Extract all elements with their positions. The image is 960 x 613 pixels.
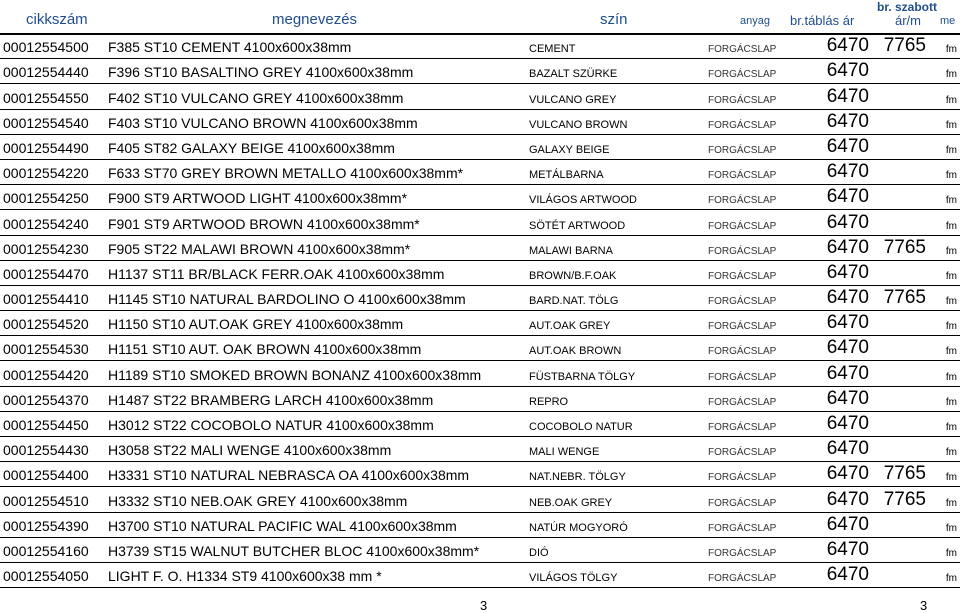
row-color: SÖTÉT ARTWOOD: [529, 219, 626, 232]
table-row: [0, 236, 960, 261]
table-row: [0, 210, 960, 235]
row-price: 6470: [826, 110, 869, 132]
row-code: 00012554160: [3, 542, 89, 559]
table-header: [0, 0, 960, 34]
row-name: H1151 ST10 AUT. OAK BROWN 4100x600x38mm: [108, 341, 422, 358]
row-color: VULCANO GREY: [529, 93, 617, 106]
row-color: BARD.NAT. TÖLG: [529, 295, 619, 308]
row-material: FORGÁCSLAP: [708, 321, 777, 333]
header-name: megnevezés: [272, 11, 358, 28]
table-row: [0, 286, 960, 311]
row-material: FORGÁCSLAP: [708, 472, 777, 484]
row-unit: fm: [945, 396, 957, 408]
row-color: BROWN/B.F.OAK: [529, 269, 617, 282]
row-name: H3331 ST10 NATURAL NEBRASCA OA 4100x600x38mm: [108, 467, 470, 484]
row-price: 6470: [826, 538, 869, 560]
row-color: METÁLBARNA: [529, 169, 604, 182]
row-price: 6470: [826, 60, 869, 82]
row-unit: fm: [945, 447, 957, 459]
row-name: H1145 ST10 NATURAL BARDOLINO O 4100x600x38mm: [108, 291, 466, 308]
row-unit: fm: [945, 144, 957, 156]
row-name: H1189 ST10 SMOKED BROWN BONANZ 4100x600x38mm: [108, 366, 482, 383]
row-name: H3058 ST22 MALI WENGE 4100x600x38mm: [108, 442, 392, 459]
header-material: anyag: [740, 15, 770, 27]
row-name: F633 ST70 GREY BROWN METALLO 4100x600x38mm*: [108, 165, 464, 182]
table-row: [0, 361, 960, 386]
table-row: [0, 563, 960, 588]
row-code: 00012554220: [3, 165, 89, 182]
row-unit: fm: [945, 371, 957, 383]
row-code: 00012554470: [3, 265, 89, 282]
row-name: H3739 ST15 WALNUT BUTCHER BLOC 4100x600x38mm*: [108, 542, 480, 559]
row-color: GALAXY BEIGE: [529, 143, 610, 156]
row-code: 00012554410: [3, 291, 89, 308]
row-unit: fm: [945, 472, 957, 484]
row-price: 6470: [826, 513, 869, 535]
row-code: 00012554420: [3, 366, 89, 383]
row-code: 00012554450: [3, 417, 89, 433]
row-unit: fm: [945, 69, 957, 81]
row-price: 6470: [826, 463, 869, 485]
header-color: szín: [600, 11, 628, 28]
row-name: H1137 ST11 BR/BLACK FERR.OAK 4100x600x38mm: [108, 265, 445, 282]
row-unit: fm: [945, 547, 957, 559]
table-row: [0, 387, 960, 412]
row-unit: fm: [945, 422, 957, 433]
row-code: 00012554540: [3, 114, 89, 131]
row-code: 00012554550: [3, 89, 89, 106]
row-name: F900 ST9 ARTWOOD LIGHT 4100x600x38mm*: [108, 190, 408, 207]
row-color: VILÁGOS TÖLGY: [529, 572, 618, 585]
row-color: NAT.NEBR. TÖLGY: [529, 471, 626, 484]
row-material: FORGÁCSLAP: [708, 396, 777, 408]
row-price-per-m: 7765: [883, 463, 926, 485]
row-name: H3700 ST10 NATURAL PACIFIC WAL 4100x600x38mm: [108, 517, 457, 534]
table-row: [0, 59, 960, 84]
row-code: 00012554500: [3, 39, 89, 56]
row-code: 00012554230: [3, 240, 89, 257]
header-board-price: br.táblás ár: [790, 13, 855, 28]
row-code: 00012554390: [3, 517, 89, 534]
row-color: MALI WENGE: [529, 446, 600, 459]
table-row: [0, 311, 960, 336]
row-name: H3332 ST10 NEB.OAK GREY 4100x600x38mm: [108, 492, 408, 509]
row-price-per-m: 7765: [883, 236, 926, 258]
row-price: 6470: [826, 438, 869, 460]
row-unit: fm: [945, 497, 957, 509]
header-price-per-m-top: br. szabott: [877, 0, 938, 14]
row-material: FORGÁCSLAP: [708, 44, 777, 56]
row-price: 6470: [826, 85, 869, 107]
row-unit: fm: [945, 346, 957, 358]
row-code: 00012554250: [3, 190, 89, 207]
row-material: FORGÁCSLAP: [708, 522, 777, 534]
row-name: F402 ST10 VULCANO GREY 4100x600x38mm: [108, 89, 404, 106]
row-unit: fm: [945, 573, 957, 585]
row-color: AUT.OAK BROWN: [529, 345, 622, 358]
row-code: 00012554510: [3, 492, 89, 509]
row-color: BAZALT SZÜRKE: [529, 68, 618, 81]
table-row: [0, 110, 960, 135]
table-row: [0, 412, 960, 437]
table-row: [0, 84, 960, 109]
row-name: F905 ST22 MALAWI BROWN 4100x600x38mm*: [108, 240, 411, 257]
header-code: cikkszám: [26, 11, 88, 28]
row-color: MALAWI BARNA: [529, 244, 613, 257]
row-unit: fm: [945, 296, 957, 308]
row-name: F396 ST10 BASALTINO GREY 4100x600x38mm: [108, 64, 414, 81]
row-name: F901 ST9 ARTWOOD BROWN 4100x600x38mm*: [108, 215, 420, 232]
header-unit: me: [940, 15, 956, 27]
row-unit: fm: [945, 321, 957, 333]
row-color: FÜSTBARNA TÖLGY: [529, 370, 636, 383]
table-row: [0, 513, 960, 538]
row-unit: fm: [945, 119, 957, 131]
row-code: 00012554440: [3, 64, 89, 81]
row-price: 6470: [826, 135, 869, 157]
row-color: NEB.OAK GREY: [529, 496, 613, 509]
row-name: F403 ST10 VULCANO BROWN 4100x600x38mm: [108, 114, 418, 131]
row-unit: fm: [945, 44, 957, 56]
row-material: FORGÁCSLAP: [708, 195, 777, 207]
row-price: 6470: [826, 287, 869, 309]
row-name: H1487 ST22 BRAMBERG LARCH 4100x600x38mm: [108, 391, 434, 408]
row-material: FORGÁCSLAP: [708, 447, 777, 459]
row-price: 6470: [826, 186, 869, 208]
row-price: 6470: [826, 362, 869, 384]
table-row: [0, 34, 960, 59]
row-code: 00012554370: [3, 391, 89, 408]
row-color: DIÓ: [529, 546, 549, 559]
header-price-per-m: ár/m: [895, 13, 921, 28]
row-color: REPRO: [529, 395, 569, 408]
row-unit: fm: [945, 195, 957, 207]
row-unit: fm: [945, 220, 957, 232]
row-price-per-m: 7765: [883, 287, 926, 309]
row-price: 6470: [826, 236, 869, 258]
row-unit: fm: [945, 270, 957, 282]
table-row: [0, 336, 960, 361]
row-price: 6470: [826, 35, 869, 57]
row-material: FORGÁCSLAP: [708, 497, 777, 509]
row-material: FORGÁCSLAP: [708, 220, 777, 232]
row-code: 00012554530: [3, 341, 89, 358]
table-row: [0, 538, 960, 563]
row-color: CEMENT: [529, 43, 576, 56]
table-row: [0, 135, 960, 160]
row-name: H1150 ST10 AUT.OAK GREY 4100x600x38mm: [108, 316, 404, 333]
page-number-right: 3: [920, 598, 928, 613]
row-code: 00012554430: [3, 442, 89, 459]
row-code: 00012554050: [3, 568, 89, 585]
row-name: F405 ST82 GALAXY BEIGE 4100x600x38mm: [108, 139, 395, 156]
row-price: 6470: [826, 211, 869, 233]
row-price: 6470: [826, 337, 869, 359]
table-row: [0, 160, 960, 185]
row-price: 6470: [826, 413, 869, 434]
row-price-per-m: 7765: [883, 35, 926, 57]
row-material: FORGÁCSLAP: [708, 371, 777, 383]
table-row: [0, 487, 960, 512]
table-row: [0, 185, 960, 210]
row-material: FORGÁCSLAP: [708, 245, 777, 257]
table-row: [0, 462, 960, 487]
row-price: 6470: [826, 488, 869, 510]
row-material: FORGÁCSLAP: [708, 170, 777, 182]
row-price-per-m: 7765: [883, 488, 926, 510]
row-name: LIGHT F. O. H1334 ST9 4100x600x38 mm *: [108, 568, 382, 585]
row-price: 6470: [826, 261, 869, 283]
row-code: 00012554400: [3, 467, 89, 484]
row-code: 00012554240: [3, 215, 89, 232]
row-material: FORGÁCSLAP: [708, 69, 777, 81]
page-number-left: 3: [480, 598, 488, 613]
row-price: 6470: [826, 564, 869, 586]
row-material: FORGÁCSLAP: [708, 422, 777, 433]
row-material: FORGÁCSLAP: [708, 573, 777, 585]
table-row: [0, 437, 960, 462]
row-unit: fm: [945, 522, 957, 534]
table-row: [0, 261, 960, 286]
row-material: FORGÁCSLAP: [708, 94, 777, 106]
row-material: FORGÁCSLAP: [708, 144, 777, 156]
row-code: 00012554490: [3, 139, 89, 156]
row-material: FORGÁCSLAP: [708, 270, 777, 282]
row-unit: fm: [945, 245, 957, 257]
row-material: FORGÁCSLAP: [708, 296, 777, 308]
row-color: VILÁGOS ARTWOOD: [529, 194, 637, 207]
row-material: FORGÁCSLAP: [708, 547, 777, 559]
row-unit: fm: [945, 94, 957, 106]
row-price: 6470: [826, 387, 869, 409]
row-price: 6470: [826, 161, 869, 183]
row-name: H3012 ST22 COCOBOLO NATUR 4100x600x38mm: [108, 417, 434, 433]
row-code: 00012554520: [3, 316, 89, 333]
row-material: FORGÁCSLAP: [708, 119, 777, 131]
product-table: [0, 34, 960, 588]
row-color: AUT.OAK GREY: [529, 320, 611, 333]
row-name: F385 ST10 CEMENT 4100x600x38mm: [108, 39, 352, 56]
row-material: FORGÁCSLAP: [708, 346, 777, 358]
row-unit: fm: [945, 170, 957, 182]
row-price: 6470: [826, 312, 869, 334]
row-color: COCOBOLO NATUR: [529, 421, 633, 433]
row-color: VULCANO BROWN: [529, 118, 628, 131]
row-color: NATÚR MOGYORÓ: [529, 521, 628, 534]
